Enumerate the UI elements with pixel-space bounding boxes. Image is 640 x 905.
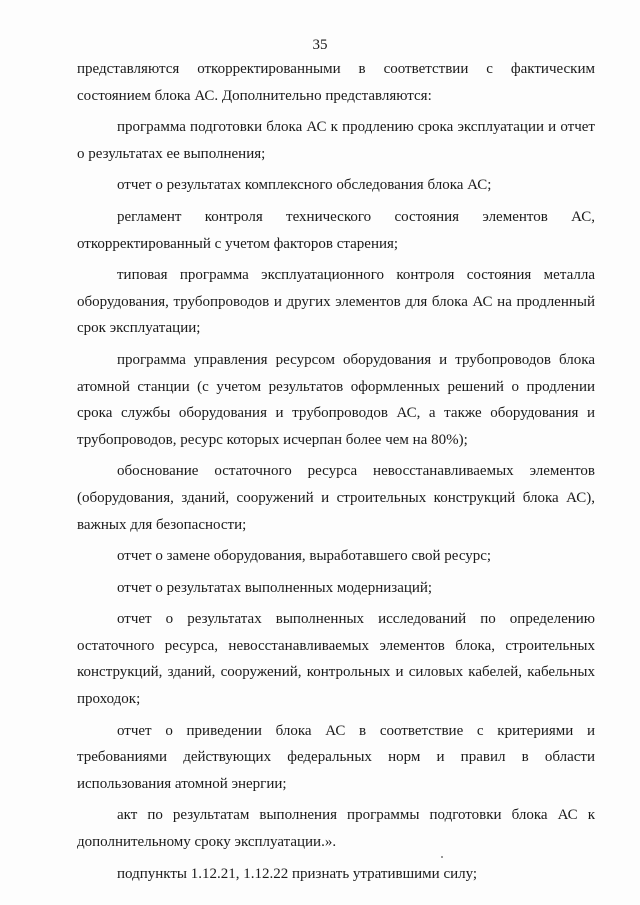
scan-speck: [441, 856, 443, 858]
paragraph-metal-control-program: типовая программа эксплуатационного контроля состояния металла оборудования, трубопроводов и других элементов для блока АС на продленный срок эксплуатации;: [77, 267, 595, 337]
paragraph-subclauses: подпункты 1.12.21, 1.12.22 признать утратившими силу;: [117, 865, 478, 882]
paragraph-research-report: отчет о результатах выполненных исследований по определению остаточного ресурса, невосстанавливаемых элементов блока, строительных конструкций, зданий, сооружений, контрольных и силовых кабелей, кабельных проходок;: [77, 611, 595, 708]
paragraph-condition-regulation: регламент контроля технического состояния элементов АС, откорректированный с учетом факторов старения;: [77, 208, 595, 252]
paragraph-resource-management: программа управления ресурсом оборудования и трубопроводов блока атомной станции (с учетом результатов оформленных решений о продлении срока службы оборудования и трубопроводов АС, а также оборудования и трубопроводов, ресурс которых исчерпан более чем на 80%);: [77, 351, 595, 448]
paragraph-inspection-report: отчет о результатах комплексного обследования блока АС;: [117, 177, 492, 194]
paragraph-compliance-report: отчет о приведении блока АС в соответствие с критериями и требованиями действующих федеральных норм и правил в области использования атомной энергии;: [77, 722, 595, 792]
paragraph-residual-resource: обоснование остаточного ресурса невосстанавливаемых элементов (оборудования, зданий, сооружений и строительных конструкций блока АС), важных для безопасности;: [77, 463, 595, 533]
paragraph-replacement-report: отчет о замене оборудования, выработавшего свой ресурс;: [117, 548, 492, 565]
paragraph-extension-program: программа подготовки блока АС к продлению срока эксплуатации и отчет о результатах ее выполнения;: [77, 119, 595, 162]
page-number: 35: [312, 37, 328, 53]
paragraph-modernization-report: отчет о результатах выполненных модернизаций;: [117, 579, 433, 596]
paragraph-act: акт по результатам выполнения программы подготовки блока АС к дополнительному сроку эксплуатации.».: [77, 807, 595, 851]
paragraph-continuation: представляются откорректированными в соответствии с фактическим состоянием блока АС. Дополнительно представляются:: [77, 61, 595, 104]
document-body: [77, 56, 595, 892]
